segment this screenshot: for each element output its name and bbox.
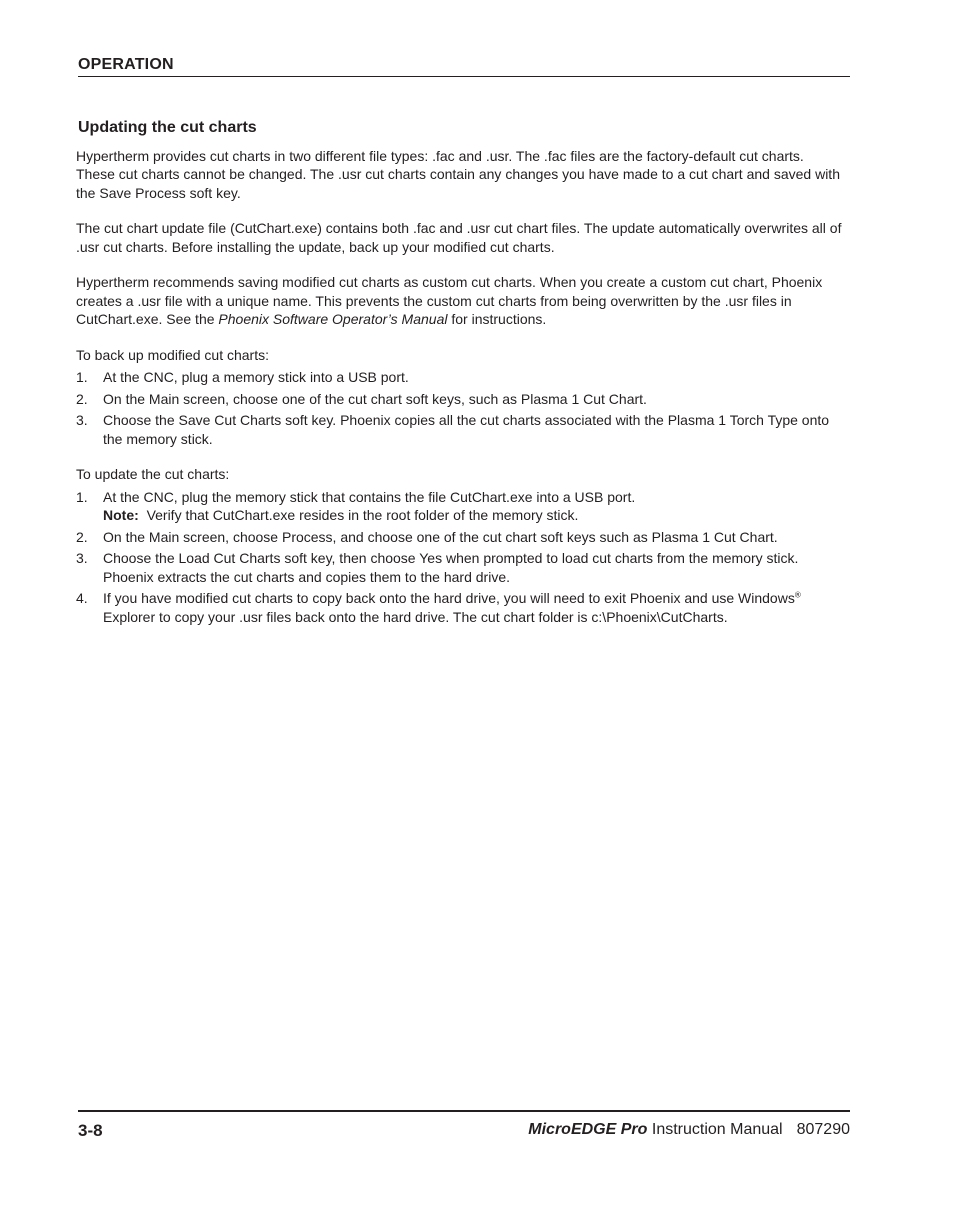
paragraph-text: for instructions. [447,311,547,327]
registered-mark: ® [794,590,801,600]
footer-title [528,1121,850,1139]
section-title: Updating the cut charts [78,119,257,136]
note-label: Note: [103,507,139,523]
list-item [76,390,846,409]
step-text: On the Main screen, choose one of the cut chart soft keys, such as Plasma 1 Cut Chart. [103,390,647,407]
step-text: On the Main screen, choose Process, and choose one of the cut chart soft keys such as Plasma 1 Cut Chart. [103,528,778,545]
paragraph-update-file: The cut chart update file (CutChart.exe) contains both .fac and .usr cut chart files. The update automatically overwrites all of .usr cut charts. Before installing the update, back up your modified cut charts. [76,220,842,255]
manual-name: Instruction Manual [651,1121,783,1138]
page-header [78,56,850,77]
step-number: 3. [76,550,88,566]
note-text: Verify that CutChart.exe resides in the root folder of the memory stick. [146,507,579,523]
step-number: 1. [76,369,88,385]
backup-lead: To back up modified cut charts: [76,346,269,363]
list-item [76,411,846,448]
list-item [76,368,846,387]
backup-steps [76,368,846,448]
section-header: OPERATION [78,56,174,73]
page-footer [78,1110,850,1140]
manual-reference: Phoenix Software Operator’s Manual [218,311,448,327]
update-lead: To update the cut charts: [76,466,230,482]
step-text: Explorer to copy your .usr files back onto the hard drive. The cut chart folder is c:\Phoenix\CutCharts. [103,608,728,625]
step-number: 2. [76,528,88,545]
document-number: 807290 [796,1121,850,1138]
list-item [76,589,846,626]
step-text: Choose the Save Cut Charts soft key. Phoenix copies all the cut charts associated with the Plasma 1 Torch Type onto the memory stick. [103,412,830,447]
product-name: MicroEDGE Pro [528,1121,648,1138]
step-text: If you have modified cut charts to copy back onto the hard drive, you will need to exit Phoenix and use Windows [103,590,795,606]
paragraph-file-types: Hypertherm provides cut charts in two different file types: .fac and .usr. The .fac files are the factory-default cut charts. These cut charts cannot be changed. The .usr cut charts contain any changes you have made to a cut chart and saved with the Save Process soft key. [76,147,840,201]
list-item [76,528,846,547]
page-content [76,119,846,643]
step-number: 2. [76,390,88,407]
step-number: 1. [76,488,88,505]
page-number: 3-8 [78,1121,103,1140]
list-item [76,549,846,586]
list-item [76,488,846,525]
step-text: At the CNC, plug a memory stick into a USB port. [103,369,409,385]
paragraph-custom-charts [76,273,846,329]
step-text: At the CNC, plug the memory stick that contains the file CutChart.exe into a USB port. [103,488,636,505]
step-text: Choose the Load Cut Charts soft key, then choose Yes when prompted to load cut charts from the memory stick. Phoenix extracts the cut charts and copies them to the hard drive. [103,550,799,585]
step-number: 4. [76,590,88,606]
paragraph-text: Hypertherm recommends saving modified cut charts as custom cut charts. When you create a custom cut chart, Phoenix creates a .usr file with a unique name. This prevents the custom cut charts from being overwritten by the .usr files in CutChart.exe. See the [76,274,823,327]
step-number: 3. [76,412,88,428]
update-steps [76,488,846,627]
